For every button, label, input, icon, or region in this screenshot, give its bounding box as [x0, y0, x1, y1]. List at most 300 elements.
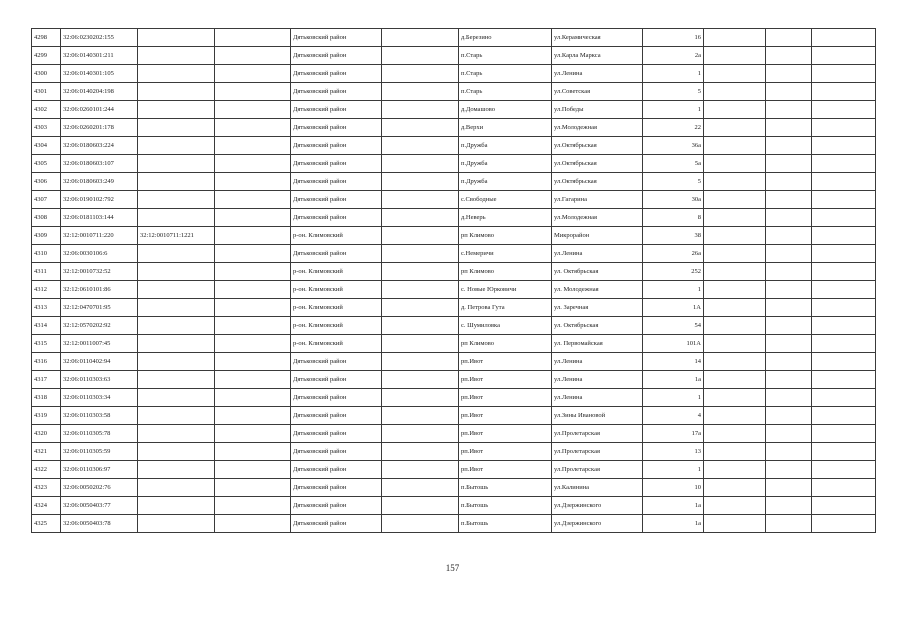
- empty-cell: [766, 281, 812, 299]
- cadastral-number-cell: 32:06:0180603:107: [61, 155, 138, 173]
- registry-table: [31, 28, 876, 533]
- empty-cell: [704, 479, 766, 497]
- row-number-cell: 4300: [32, 65, 61, 83]
- locality-cell: рп.Ивот: [459, 389, 552, 407]
- district-cell: Дятьковский район: [291, 65, 382, 83]
- empty-cell: [766, 353, 812, 371]
- row-number-cell: 4313: [32, 299, 61, 317]
- empty-cell: [215, 371, 291, 389]
- house-number-cell: 1а: [643, 497, 704, 515]
- linked-cadastral-number-cell: [138, 263, 215, 281]
- locality-cell: п.Бытошь: [459, 497, 552, 515]
- empty-cell: [704, 317, 766, 335]
- empty-cell: [704, 119, 766, 137]
- empty-cell: [812, 155, 876, 173]
- table-row: [32, 47, 876, 65]
- empty-cell: [704, 497, 766, 515]
- empty-cell: [215, 443, 291, 461]
- empty-cell: [812, 65, 876, 83]
- cadastral-number-cell: 32:06:0140301:105: [61, 65, 138, 83]
- street-cell: ул.Молодежная: [552, 119, 643, 137]
- row-number-cell: 4325: [32, 515, 61, 533]
- linked-cadastral-number-cell: [138, 335, 215, 353]
- house-number-cell: 1А: [643, 299, 704, 317]
- table-row: [32, 245, 876, 263]
- house-number-cell: 1: [643, 389, 704, 407]
- empty-cell: [704, 425, 766, 443]
- street-cell: ул.Октябрьская: [552, 155, 643, 173]
- table-row: [32, 317, 876, 335]
- cadastral-number-cell: 32:06:0110303:63: [61, 371, 138, 389]
- empty-cell: [812, 425, 876, 443]
- empty-cell: [704, 371, 766, 389]
- house-number-cell: 10: [643, 479, 704, 497]
- street-cell: ул.Зины Ивановой: [552, 407, 643, 425]
- empty-cell: [215, 299, 291, 317]
- district-cell: Дятьковский район: [291, 119, 382, 137]
- row-number-cell: 4322: [32, 461, 61, 479]
- house-number-cell: 1а: [643, 371, 704, 389]
- cadastral-number-cell: 32:06:0030106:6: [61, 245, 138, 263]
- district-cell: Дятьковский район: [291, 173, 382, 191]
- empty-cell: [704, 101, 766, 119]
- empty-cell: [382, 407, 459, 425]
- empty-cell: [812, 29, 876, 47]
- empty-cell: [382, 227, 459, 245]
- empty-cell: [766, 209, 812, 227]
- table-row: [32, 83, 876, 101]
- empty-cell: [766, 173, 812, 191]
- empty-cell: [766, 317, 812, 335]
- empty-cell: [215, 479, 291, 497]
- row-number-cell: 4305: [32, 155, 61, 173]
- district-cell: Дятьковский район: [291, 155, 382, 173]
- empty-cell: [766, 443, 812, 461]
- table-row: [32, 227, 876, 245]
- empty-cell: [382, 65, 459, 83]
- empty-cell: [215, 245, 291, 263]
- cadastral-number-cell: 32:06:0110303:58: [61, 407, 138, 425]
- empty-cell: [704, 47, 766, 65]
- linked-cadastral-number-cell: [138, 515, 215, 533]
- row-number-cell: 4306: [32, 173, 61, 191]
- house-number-cell: 16: [643, 29, 704, 47]
- street-cell: ул. Молодежная: [552, 281, 643, 299]
- locality-cell: с.Немеричи: [459, 245, 552, 263]
- row-number-cell: 4298: [32, 29, 61, 47]
- empty-cell: [766, 119, 812, 137]
- empty-cell: [382, 461, 459, 479]
- empty-cell: [215, 335, 291, 353]
- row-number-cell: 4309: [32, 227, 61, 245]
- empty-cell: [215, 191, 291, 209]
- district-cell: Дятьковский район: [291, 245, 382, 263]
- table-row: [32, 497, 876, 515]
- row-number-cell: 4312: [32, 281, 61, 299]
- linked-cadastral-number-cell: [138, 137, 215, 155]
- empty-cell: [812, 443, 876, 461]
- cadastral-number-cell: 32:12:0010732:52: [61, 263, 138, 281]
- empty-cell: [382, 209, 459, 227]
- cadastral-number-cell: 32:06:0110306:97: [61, 461, 138, 479]
- empty-cell: [766, 191, 812, 209]
- empty-cell: [704, 335, 766, 353]
- house-number-cell: 17а: [643, 425, 704, 443]
- empty-cell: [812, 353, 876, 371]
- page-number: 157: [445, 563, 460, 573]
- empty-cell: [215, 137, 291, 155]
- empty-cell: [766, 461, 812, 479]
- street-cell: ул.Октябрьская: [552, 173, 643, 191]
- table-row: [32, 443, 876, 461]
- empty-cell: [382, 47, 459, 65]
- empty-cell: [812, 335, 876, 353]
- empty-cell: [382, 515, 459, 533]
- cadastral-number-cell: 32:12:0010711:220: [61, 227, 138, 245]
- empty-cell: [382, 371, 459, 389]
- linked-cadastral-number-cell: [138, 479, 215, 497]
- table-row: [32, 263, 876, 281]
- table-row: [32, 299, 876, 317]
- linked-cadastral-number-cell: [138, 425, 215, 443]
- row-number-cell: 4308: [32, 209, 61, 227]
- empty-cell: [382, 119, 459, 137]
- linked-cadastral-number-cell: [138, 83, 215, 101]
- cadastral-number-cell: 32:06:0180603:249: [61, 173, 138, 191]
- empty-cell: [766, 407, 812, 425]
- empty-cell: [382, 317, 459, 335]
- empty-cell: [382, 173, 459, 191]
- empty-cell: [215, 461, 291, 479]
- empty-cell: [704, 209, 766, 227]
- district-cell: р-он. Климовский: [291, 281, 382, 299]
- house-number-cell: 1: [643, 461, 704, 479]
- street-cell: ул.Керамическая: [552, 29, 643, 47]
- table-row: [32, 371, 876, 389]
- table-row: [32, 155, 876, 173]
- street-cell: ул.Октябрьская: [552, 137, 643, 155]
- linked-cadastral-number-cell: [138, 65, 215, 83]
- row-number-cell: 4319: [32, 407, 61, 425]
- row-number-cell: 4323: [32, 479, 61, 497]
- empty-cell: [766, 515, 812, 533]
- empty-cell: [215, 47, 291, 65]
- empty-cell: [812, 101, 876, 119]
- street-cell: ул.Пролетарская: [552, 461, 643, 479]
- empty-cell: [766, 83, 812, 101]
- empty-cell: [215, 317, 291, 335]
- linked-cadastral-number-cell: [138, 101, 215, 119]
- row-number-cell: 4321: [32, 443, 61, 461]
- linked-cadastral-number-cell: [138, 371, 215, 389]
- row-number-cell: 4307: [32, 191, 61, 209]
- linked-cadastral-number-cell: [138, 173, 215, 191]
- table-row: [32, 335, 876, 353]
- linked-cadastral-number-cell: [138, 299, 215, 317]
- cadastral-number-cell: 32:12:0011007:45: [61, 335, 138, 353]
- linked-cadastral-number-cell: 32:12:0010711:1221: [138, 227, 215, 245]
- house-number-cell: 4: [643, 407, 704, 425]
- house-number-cell: 38: [643, 227, 704, 245]
- empty-cell: [215, 425, 291, 443]
- house-number-cell: 54: [643, 317, 704, 335]
- empty-cell: [766, 47, 812, 65]
- empty-cell: [215, 353, 291, 371]
- empty-cell: [704, 407, 766, 425]
- district-cell: Дятьковский район: [291, 461, 382, 479]
- house-number-cell: 8: [643, 209, 704, 227]
- district-cell: Дятьковский район: [291, 29, 382, 47]
- empty-cell: [382, 443, 459, 461]
- table-row: [32, 407, 876, 425]
- linked-cadastral-number-cell: [138, 155, 215, 173]
- house-number-cell: 5а: [643, 155, 704, 173]
- linked-cadastral-number-cell: [138, 119, 215, 137]
- district-cell: Дятьковский район: [291, 389, 382, 407]
- locality-cell: д.Домашово: [459, 101, 552, 119]
- empty-cell: [704, 263, 766, 281]
- house-number-cell: 5: [643, 83, 704, 101]
- linked-cadastral-number-cell: [138, 461, 215, 479]
- empty-cell: [382, 263, 459, 281]
- empty-cell: [704, 281, 766, 299]
- street-cell: ул.Дзержинского: [552, 497, 643, 515]
- district-cell: Дятьковский район: [291, 209, 382, 227]
- empty-cell: [812, 209, 876, 227]
- street-cell: ул.Гагарина: [552, 191, 643, 209]
- empty-cell: [382, 353, 459, 371]
- empty-cell: [812, 299, 876, 317]
- district-cell: Дятьковский район: [291, 353, 382, 371]
- locality-cell: п.Дружба: [459, 155, 552, 173]
- empty-cell: [215, 83, 291, 101]
- district-cell: Дятьковский район: [291, 479, 382, 497]
- street-cell: ул.Советская: [552, 83, 643, 101]
- cadastral-number-cell: 32:06:0260201:178: [61, 119, 138, 137]
- locality-cell: п.Старь: [459, 83, 552, 101]
- locality-cell: д.Неверь: [459, 209, 552, 227]
- empty-cell: [704, 353, 766, 371]
- empty-cell: [812, 191, 876, 209]
- district-cell: Дятьковский район: [291, 137, 382, 155]
- empty-cell: [766, 425, 812, 443]
- row-number-cell: 4315: [32, 335, 61, 353]
- linked-cadastral-number-cell: [138, 191, 215, 209]
- empty-cell: [766, 245, 812, 263]
- row-number-cell: 4310: [32, 245, 61, 263]
- empty-cell: [215, 407, 291, 425]
- row-number-cell: 4320: [32, 425, 61, 443]
- empty-cell: [704, 389, 766, 407]
- table-row: [32, 425, 876, 443]
- linked-cadastral-number-cell: [138, 389, 215, 407]
- locality-cell: рп.Ивот: [459, 461, 552, 479]
- table-row: [32, 479, 876, 497]
- house-number-cell: 30а: [643, 191, 704, 209]
- table-row: [32, 191, 876, 209]
- locality-cell: с. Новые Юрковичи: [459, 281, 552, 299]
- linked-cadastral-number-cell: [138, 317, 215, 335]
- empty-cell: [215, 497, 291, 515]
- empty-cell: [766, 479, 812, 497]
- row-number-cell: 4314: [32, 317, 61, 335]
- house-number-cell: 2а: [643, 47, 704, 65]
- locality-cell: рп.Ивот: [459, 425, 552, 443]
- empty-cell: [382, 83, 459, 101]
- empty-cell: [766, 137, 812, 155]
- empty-cell: [812, 47, 876, 65]
- empty-cell: [704, 191, 766, 209]
- cadastral-number-cell: 32:12:0610101:86: [61, 281, 138, 299]
- row-number-cell: 4299: [32, 47, 61, 65]
- empty-cell: [704, 137, 766, 155]
- district-cell: Дятьковский район: [291, 515, 382, 533]
- empty-cell: [215, 263, 291, 281]
- row-number-cell: 4318: [32, 389, 61, 407]
- linked-cadastral-number-cell: [138, 209, 215, 227]
- empty-cell: [704, 173, 766, 191]
- street-cell: ул.Ленина: [552, 245, 643, 263]
- locality-cell: п.Старь: [459, 47, 552, 65]
- empty-cell: [766, 335, 812, 353]
- empty-cell: [766, 155, 812, 173]
- empty-cell: [766, 263, 812, 281]
- empty-cell: [215, 119, 291, 137]
- district-cell: Дятьковский район: [291, 443, 382, 461]
- empty-cell: [704, 155, 766, 173]
- empty-cell: [215, 209, 291, 227]
- empty-cell: [812, 479, 876, 497]
- empty-cell: [704, 29, 766, 47]
- cadastral-number-cell: 32:06:0180603:224: [61, 137, 138, 155]
- cadastral-number-cell: 32:06:0181103:144: [61, 209, 138, 227]
- district-cell: Дятьковский район: [291, 371, 382, 389]
- empty-cell: [215, 389, 291, 407]
- row-number-cell: 4302: [32, 101, 61, 119]
- empty-cell: [382, 191, 459, 209]
- street-cell: ул.Пролетарская: [552, 443, 643, 461]
- table-row: [32, 65, 876, 83]
- cadastral-number-cell: 32:06:0110305:59: [61, 443, 138, 461]
- empty-cell: [215, 65, 291, 83]
- row-number-cell: 4303: [32, 119, 61, 137]
- locality-cell: рп Климово: [459, 263, 552, 281]
- empty-cell: [812, 371, 876, 389]
- empty-cell: [215, 515, 291, 533]
- empty-cell: [704, 515, 766, 533]
- street-cell: ул.Ленина: [552, 65, 643, 83]
- empty-cell: [382, 137, 459, 155]
- empty-cell: [766, 497, 812, 515]
- empty-cell: [812, 389, 876, 407]
- locality-cell: с.Свободные: [459, 191, 552, 209]
- empty-cell: [382, 155, 459, 173]
- empty-cell: [215, 281, 291, 299]
- empty-cell: [215, 173, 291, 191]
- table-row: [32, 137, 876, 155]
- empty-cell: [766, 299, 812, 317]
- empty-cell: [766, 29, 812, 47]
- locality-cell: д.Верхи: [459, 119, 552, 137]
- locality-cell: д. Петрова Гута: [459, 299, 552, 317]
- linked-cadastral-number-cell: [138, 29, 215, 47]
- row-number-cell: 4317: [32, 371, 61, 389]
- house-number-cell: 252: [643, 263, 704, 281]
- cadastral-number-cell: 32:06:0140301:211: [61, 47, 138, 65]
- table-row: [32, 281, 876, 299]
- row-number-cell: 4301: [32, 83, 61, 101]
- linked-cadastral-number-cell: [138, 407, 215, 425]
- empty-cell: [704, 245, 766, 263]
- empty-cell: [215, 101, 291, 119]
- table-row: [32, 389, 876, 407]
- district-cell: р-он. Климовский: [291, 263, 382, 281]
- empty-cell: [812, 245, 876, 263]
- cadastral-number-cell: 32:06:0230202:155: [61, 29, 138, 47]
- locality-cell: рп.Ивот: [459, 371, 552, 389]
- street-cell: ул.Молодежная: [552, 209, 643, 227]
- empty-cell: [382, 497, 459, 515]
- street-cell: ул.Карла Маркса: [552, 47, 643, 65]
- house-number-cell: 26а: [643, 245, 704, 263]
- house-number-cell: 36а: [643, 137, 704, 155]
- table-row: [32, 515, 876, 533]
- street-cell: ул.Калинина: [552, 479, 643, 497]
- empty-cell: [812, 137, 876, 155]
- empty-cell: [812, 227, 876, 245]
- empty-cell: [812, 263, 876, 281]
- row-number-cell: 4304: [32, 137, 61, 155]
- street-cell: ул.Ленина: [552, 371, 643, 389]
- empty-cell: [382, 335, 459, 353]
- empty-cell: [766, 101, 812, 119]
- district-cell: Дятьковский район: [291, 425, 382, 443]
- empty-cell: [812, 407, 876, 425]
- empty-cell: [704, 227, 766, 245]
- district-cell: Дятьковский район: [291, 407, 382, 425]
- table-row: [32, 461, 876, 479]
- row-number-cell: 4324: [32, 497, 61, 515]
- house-number-cell: 1: [643, 65, 704, 83]
- linked-cadastral-number-cell: [138, 497, 215, 515]
- table-row: [32, 173, 876, 191]
- empty-cell: [382, 101, 459, 119]
- street-cell: Микрорайон: [552, 227, 643, 245]
- empty-cell: [704, 461, 766, 479]
- locality-cell: п.Бытошь: [459, 515, 552, 533]
- locality-cell: д.Березино: [459, 29, 552, 47]
- locality-cell: п.Дружба: [459, 137, 552, 155]
- table-row: [32, 119, 876, 137]
- district-cell: р-он. Климовский: [291, 299, 382, 317]
- street-cell: ул.Дзержинского: [552, 515, 643, 533]
- district-cell: р-он. Климовский: [291, 227, 382, 245]
- empty-cell: [812, 497, 876, 515]
- empty-cell: [215, 155, 291, 173]
- table-row: [32, 101, 876, 119]
- linked-cadastral-number-cell: [138, 47, 215, 65]
- district-cell: Дятьковский район: [291, 101, 382, 119]
- empty-cell: [704, 83, 766, 101]
- empty-cell: [812, 119, 876, 137]
- street-cell: ул.Пролетарская: [552, 425, 643, 443]
- district-cell: Дятьковский район: [291, 191, 382, 209]
- empty-cell: [766, 227, 812, 245]
- district-cell: р-он. Климовский: [291, 335, 382, 353]
- table-row: [32, 209, 876, 227]
- empty-cell: [382, 479, 459, 497]
- locality-cell: п.Старь: [459, 65, 552, 83]
